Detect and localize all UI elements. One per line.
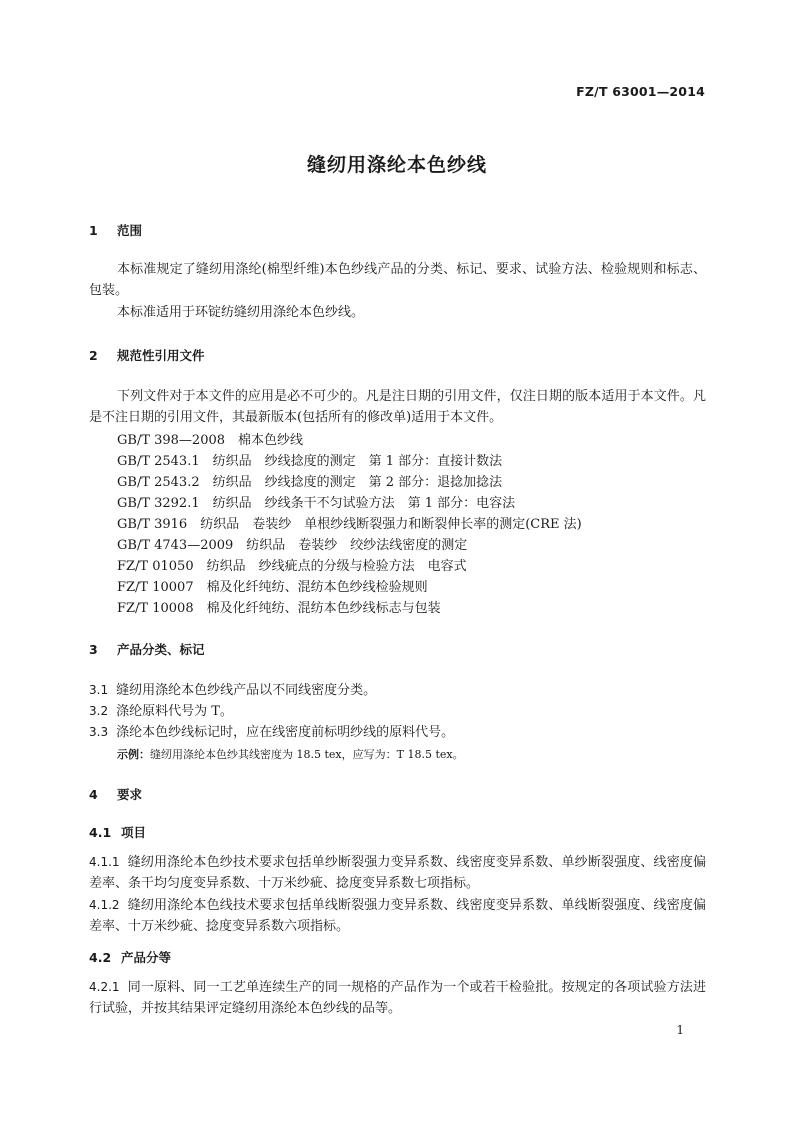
document-title: 缝纫用涤纶本色纱线 <box>306 154 487 176</box>
section-1-heading <box>89 221 142 239</box>
reference-item: FZ/T 10007 棉及化纤纯纺、混纺本色纱线检验规则 <box>117 580 428 595</box>
subsection-number: 4.1 <box>89 825 112 840</box>
clause-text: 涤纶原料代号为 T。 <box>116 704 233 719</box>
clause-3-1 <box>89 680 706 701</box>
clause-text: 缝纫用涤纶本色线技术要求包括单线断裂强力变异系数、线密度变异系数、单线断裂强度、线密度偏差率、十万米纱疵、捻度变异系数六项指标。 <box>89 898 706 934</box>
reference-item: GB/T 398—2008 棉本色纱线 <box>117 433 304 448</box>
section-2-intro: 下列文件对于本文件的应用是必不可少的。凡是注日期的引用文件，仅注日期的版本适用于本文件。凡是不注日期的引用文件，其最新版本(包括所有的修改单)适用于本文件。 <box>89 389 706 425</box>
example-note <box>117 746 464 762</box>
section-number: 1 <box>89 223 98 238</box>
clause-number: 4.1.2 <box>89 898 120 912</box>
clause-number: 3.2 <box>89 704 109 718</box>
subsection-4-2-heading <box>89 948 171 966</box>
section-title: 产品分类、标记 <box>117 642 205 657</box>
subsection-number: 4.2 <box>89 950 112 965</box>
reference-item: GB/T 3292.1 纺织品 纱线条干不匀试验方法 第 1 部分：电容法 <box>117 496 516 511</box>
clause-text: 缝纫用涤纶本色纱技术要求包括单纱断裂强力变异系数、线密度变异系数、单纱断裂强度、线密度偏差率、条干均匀度变异系数、十万米纱疵、捻度变异系数七项指标。 <box>89 855 706 891</box>
clause-number: 3.1 <box>89 683 109 697</box>
section-number: 4 <box>89 787 98 802</box>
clause-3-2 <box>89 701 706 722</box>
reference-item: GB/T 2543.2 纺织品 纱线捻度的测定 第 2 部分：退捻加捻法 <box>117 475 503 490</box>
subsection-title: 项目 <box>121 825 147 840</box>
section-1-paragraph: 本标准规定了缝纫用涤纶(棉型纤维)本色纱线产品的分类、标记、要求、试验方法、检验规则和标志、包装。 <box>89 262 706 298</box>
section-1-paragraph: 本标准适用于环锭纺缝纫用涤纶本色纱线。 <box>117 305 365 320</box>
clause-number: 4.2.1 <box>89 980 120 994</box>
section-number: 2 <box>89 348 98 363</box>
section-title: 要求 <box>117 787 143 802</box>
section-2-heading <box>89 346 205 364</box>
example-text: 缝纫用涤纶本色纱其线密度为 18.5 tex，应写为：T 18.5 tex。 <box>150 748 464 761</box>
reference-item: GB/T 4743—2009 纺织品 卷装纱 绞纱法线密度的测定 <box>117 538 468 553</box>
reference-item: GB/T 2543.1 纺织品 纱线捻度的测定 第 1 部分：直接计数法 <box>117 454 503 469</box>
page-number: 1 <box>676 1023 684 1037</box>
section-title: 范围 <box>117 223 143 238</box>
example-label: 示例： <box>117 748 150 761</box>
standard-code: FZ/T 63001—2014 <box>576 84 705 99</box>
clause-4-2-1 <box>89 977 706 1019</box>
subsection-title: 产品分等 <box>121 950 172 965</box>
reference-item: GB/T 3916 纺织品 卷装纱 单根纱线断裂强力和断裂伸长率的测定(CRE 法) <box>117 517 582 532</box>
clause-number: 4.1.1 <box>89 855 120 869</box>
clause-4-1-1 <box>89 852 706 894</box>
clause-text: 涤纶本色纱线标记时，应在线密度前标明纱线的原料代号。 <box>116 725 455 740</box>
section-3-heading <box>89 640 205 658</box>
clause-4-1-2 <box>89 895 706 937</box>
section-4-heading <box>89 785 142 803</box>
reference-item: FZ/T 01050 纺织品 纱线疵点的分级与检验方法 电容式 <box>117 559 467 574</box>
clause-number: 3.3 <box>89 725 109 739</box>
clause-3-3 <box>89 722 706 743</box>
section-title: 规范性引用文件 <box>117 348 205 363</box>
clause-text: 缝纫用涤纶本色纱线产品以不同线密度分类。 <box>116 683 377 698</box>
section-number: 3 <box>89 642 98 657</box>
reference-item: FZ/T 10008 棉及化纤纯纺、混纺本色纱线标志与包装 <box>117 601 441 616</box>
subsection-4-1-heading <box>89 823 146 841</box>
clause-text: 同一原料、同一工艺单连续生产的同一规格的产品作为一个或若干检验批。按规定的各项试验方法进行试验，并按其结果评定缝纫用涤纶本色纱线的品等。 <box>89 980 706 1016</box>
